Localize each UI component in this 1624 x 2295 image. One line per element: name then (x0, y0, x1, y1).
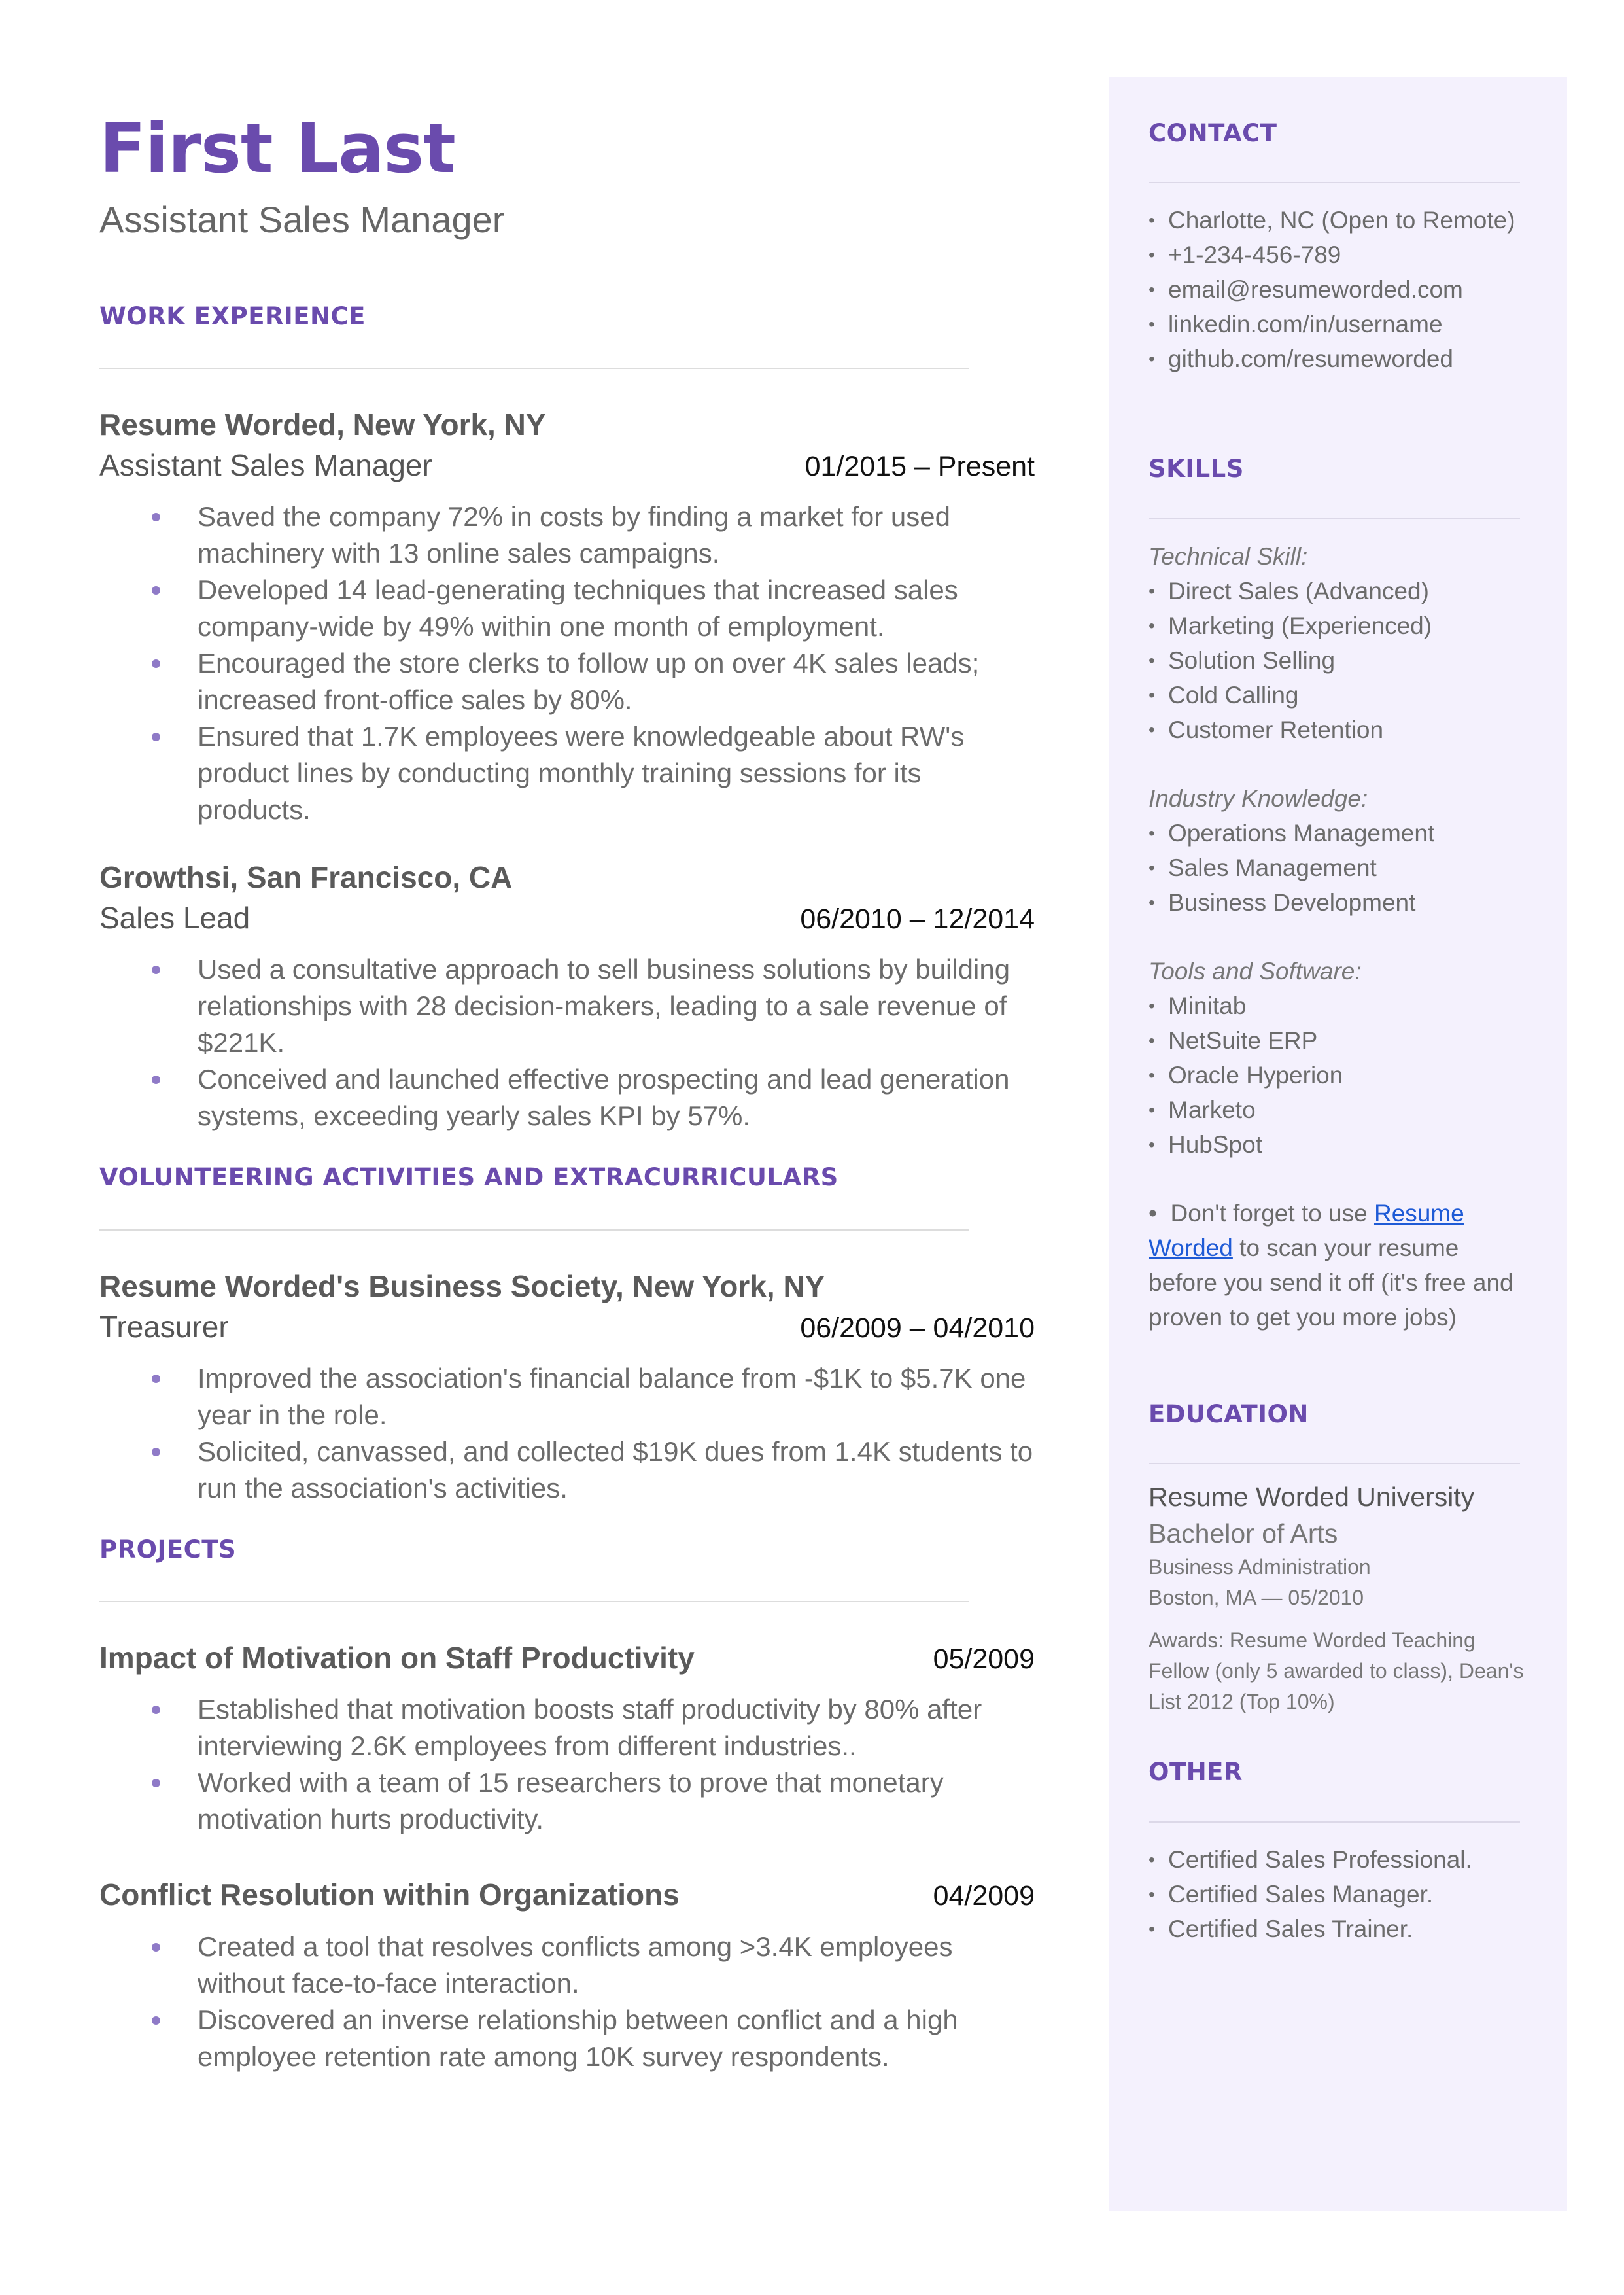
skill-item: • Solution Selling (1149, 643, 1528, 678)
bullet-text: Worked with a team of 15 researchers to prove that monetary motivation hurts productivity. (198, 1767, 944, 1835)
entry-bullets (99, 499, 1035, 828)
bullet-dot-icon (152, 966, 160, 974)
bullet-dot-icon (152, 1779, 160, 1787)
entry-position: Sales Lead (99, 901, 251, 936)
skill-item: • Oracle Hyperion (1149, 1058, 1528, 1093)
bullet-dot-icon (152, 1375, 160, 1383)
section-divider (99, 368, 969, 369)
bullet-dot-icon (152, 659, 160, 668)
bullet-text: Ensured that 1.7K employees were knowledgeable about RW's product lines by conducting monthly training sessions for its products. (198, 721, 965, 826)
contact-section (1149, 119, 1528, 376)
contact-location: • Charlotte, NC (Open to Remote) (1149, 203, 1528, 237)
entry-bullets (99, 951, 1035, 1134)
skill-item: • Cold Calling (1149, 678, 1528, 712)
section-title-volunteering: VOLUNTEERING ACTIVITIES AND EXTRACURRICULARS (99, 1163, 838, 1192)
entry-dates: 06/2009 – 04/2010 (800, 1312, 1035, 1344)
volunteering-section (99, 1163, 1035, 1507)
work-experience-section (99, 302, 1035, 1135)
entry-position: Treasurer (99, 1309, 229, 1344)
skill-item: • Direct Sales (Advanced) (1149, 574, 1528, 608)
bullet-text: Created a tool that resolves conflicts among >3.4K employees without face-to-face interaction. (198, 1931, 953, 1999)
education-awards: Awards: Resume Worded Teaching Fellow (only 5 awarded to class), Dean's List 2012 (Top 10%) (1149, 1628, 1524, 1714)
skill-item: • Marketing (Experienced) (1149, 608, 1528, 643)
bullet-item (99, 2002, 1035, 2075)
note-prefix: Don't forget to use (1170, 1199, 1374, 1227)
section-title-education: EDUCATION (1149, 1399, 1309, 1428)
bullet-item (99, 1360, 1035, 1433)
bullet-item (99, 499, 1035, 572)
candidate-name: First Last (99, 109, 455, 188)
education-school: Resume Worded University (1149, 1482, 1475, 1513)
bullet-dot-icon (152, 1706, 160, 1714)
section-divider (99, 1601, 969, 1602)
bullet-text: Saved the company 72% in costs by finding a market for used machinery with 13 online sales campaigns. (198, 501, 950, 569)
section-divider (1149, 1821, 1520, 1823)
skill-item: • Customer Retention (1149, 712, 1528, 747)
projects-section (99, 1535, 1035, 2075)
bullet-item (99, 1433, 1035, 1507)
volunteering-entry (99, 1266, 1035, 1507)
education-field: Business Administration (1149, 1555, 1371, 1579)
certification-item: • Certified Sales Professional. (1149, 1842, 1528, 1877)
skill-item: • Minitab (1149, 989, 1528, 1023)
certification-item: • Certified Sales Trainer. (1149, 1912, 1528, 1946)
section-title-skills: SKILLS (1149, 455, 1244, 483)
skill-item: • NetSuite ERP (1149, 1023, 1528, 1058)
bullet-text: Encouraged the store clerks to follow up on over 4K sales leads; increased front-office sales by 80%. (198, 648, 980, 716)
skill-group-label: Technical Skill: (1149, 542, 1308, 570)
note-suffix: to scan your resume before you send it off (it's free and proven to get you more jobs) (1149, 1234, 1513, 1331)
bullet-text: Used a consultative approach to sell business solutions by building relationships with 28 decision-makers, leading to a sale revenue of $221K. (198, 954, 1011, 1059)
section-title-projects: PROJECTS (99, 1535, 237, 1564)
bullet-dot-icon (152, 1943, 160, 1952)
bullet-text: Developed 14 lead-generating techniques that increased sales company-wide by 49% within one month of employment. (198, 574, 958, 642)
entry-dates: 06/2010 – 12/2014 (800, 903, 1035, 936)
contact-phone[interactable]: • +1-234-456-789 (1149, 237, 1528, 272)
skill-list (1149, 816, 1528, 920)
other-section (1149, 1758, 1528, 1946)
skill-list (1149, 574, 1528, 747)
work-entry (99, 857, 1035, 1134)
section-divider (1149, 182, 1520, 183)
bullet-text: Improved the association's financial balance from -$1K to $5.7K one year in the role. (198, 1362, 1026, 1430)
main-column (99, 111, 1035, 2104)
bullet-item (99, 1691, 1035, 1764)
section-divider (99, 1229, 969, 1231)
skill-item: • HubSpot (1149, 1127, 1528, 1162)
project-name: Conflict Resolution within Organizations (99, 1878, 680, 1912)
bullet-item (99, 1929, 1035, 2002)
education-section (1149, 1400, 1528, 1717)
section-title-contact: CONTACT (1149, 119, 1277, 147)
other-list (1149, 1842, 1528, 1946)
skill-item: • Marketo (1149, 1093, 1528, 1127)
skill-item: • Sales Management (1149, 850, 1528, 885)
bullet-text: Solicited, canvassed, and collected $19K dues from 1.4K students to run the association's activities. (198, 1435, 1033, 1503)
bullet-icon: • (1149, 1199, 1171, 1227)
entry-organization: Growthsi, San Francisco, CA (99, 860, 513, 895)
project-entry (99, 1638, 1035, 1838)
project-date: 05/2009 (933, 1643, 1035, 1675)
entry-bullets (99, 1360, 1035, 1507)
bullet-item (99, 572, 1035, 645)
education-degree: Bachelor of Arts (1149, 1518, 1338, 1549)
bullet-item (99, 951, 1035, 1061)
bullet-dot-icon (152, 1076, 160, 1084)
bullet-text: Discovered an inverse relationship between conflict and a high employee retention rate among 10K survey respondents. (198, 2004, 958, 2072)
entry-position: Assistant Sales Manager (99, 448, 432, 483)
skill-item: • Operations Management (1149, 816, 1528, 850)
resume-tip-note (1149, 1196, 1528, 1335)
skill-list (1149, 989, 1528, 1162)
resume-worded-link[interactable]: Resume Worded (1149, 1199, 1464, 1261)
bullet-item (99, 645, 1035, 718)
bullet-text: Established that motivation boosts staff productivity by 80% after interviewing 2.6K employees from different industries.. (198, 1694, 982, 1762)
project-entry (99, 1874, 1035, 2075)
contact-linkedin[interactable]: • linkedin.com/in/username (1149, 307, 1528, 342)
bullet-text: Conceived and launched effective prospecting and lead generation systems, exceeding yearly sales KPI by 57%. (198, 1064, 1010, 1132)
bullet-item (99, 1061, 1035, 1134)
candidate-role: Assistant Sales Manager (99, 199, 505, 241)
entry-organization: Resume Worded's Business Society, New York, NY (99, 1269, 825, 1303)
section-title-work: WORK EXPERIENCE (99, 302, 366, 330)
section-divider (1149, 1463, 1520, 1464)
work-entry (99, 404, 1035, 828)
section-title-other: OTHER (1149, 1758, 1243, 1787)
skills-section (1149, 455, 1528, 1334)
contact-github[interactable]: • github.com/resumeworded (1149, 342, 1528, 376)
section-divider (1149, 518, 1520, 519)
entry-bullets (99, 1691, 1035, 1838)
entry-organization: Resume Worded, New York, NY (99, 407, 546, 442)
contact-list (1149, 203, 1528, 376)
entry-bullets (99, 1929, 1035, 2075)
education-location-date: Boston, MA — 05/2010 (1149, 1586, 1364, 1610)
project-name: Impact of Motivation on Staff Productivity (99, 1641, 695, 1675)
skill-group-label: Industry Knowledge: (1149, 784, 1368, 812)
bullet-item (99, 1764, 1035, 1838)
certification-item: • Certified Sales Manager. (1149, 1877, 1528, 1912)
bullet-dot-icon (152, 2016, 160, 2025)
bullet-dot-icon (152, 1448, 160, 1456)
bullet-item (99, 718, 1035, 828)
bullet-dot-icon (152, 586, 160, 595)
bullet-dot-icon (152, 733, 160, 741)
bullet-dot-icon (152, 513, 160, 521)
skill-item: • Business Development (1149, 885, 1528, 920)
project-date: 04/2009 (933, 1880, 1035, 1912)
entry-dates: 01/2015 – Present (804, 451, 1035, 483)
skill-group-label: Tools and Software: (1149, 957, 1362, 985)
sidebar (1109, 77, 1567, 2211)
contact-email[interactable]: • email@resumeworded.com (1149, 272, 1528, 307)
